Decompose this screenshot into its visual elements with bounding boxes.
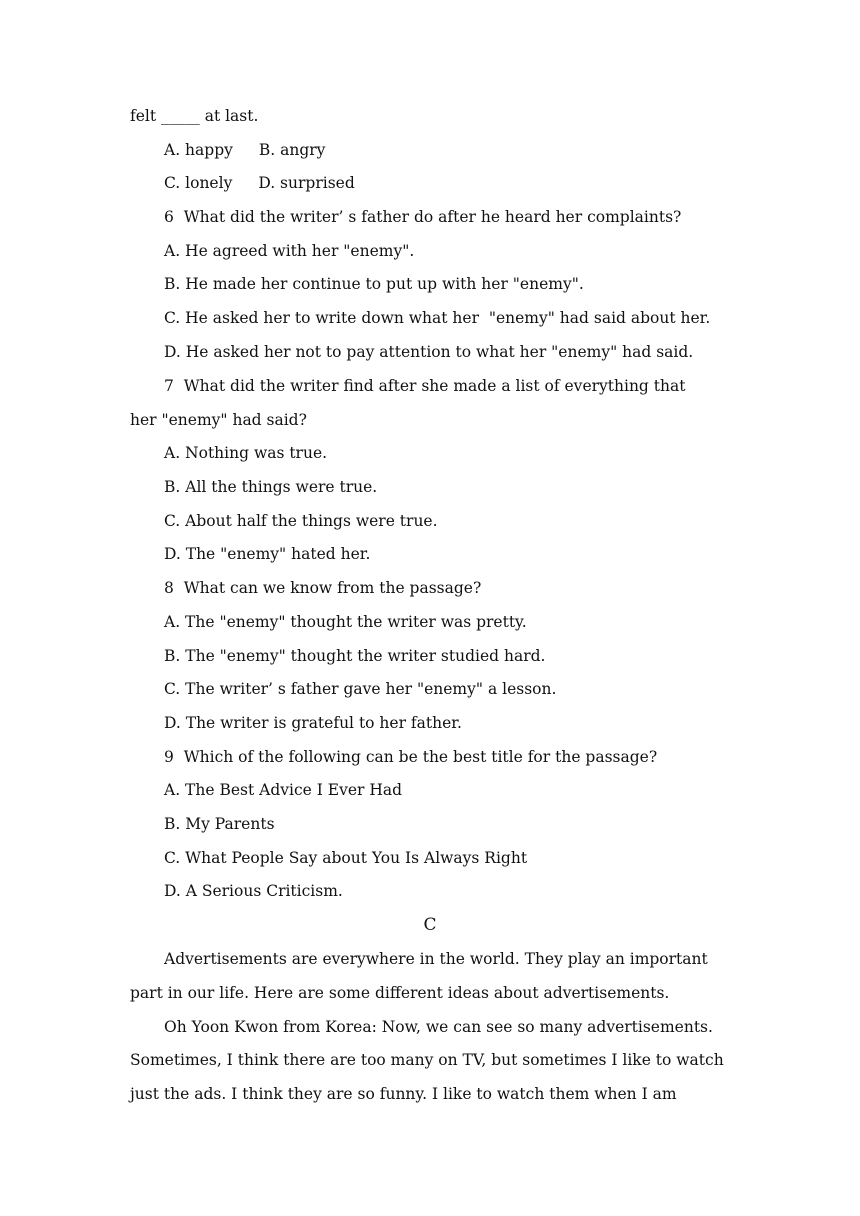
- option-c: C. lonely: [164, 174, 233, 192]
- section-heading: C: [423, 915, 437, 935]
- passage-paragraph-2-line-2: Sometimes, I think there are too many on TV, but sometimes I like to watch: [130, 1051, 724, 1069]
- question-5-stem-tail: felt _____ at last.: [130, 107, 259, 125]
- question-9-option-a: A. The Best Advice I Ever Had: [164, 781, 403, 799]
- option-a: A. happy: [164, 141, 233, 159]
- option-d: D. surprised: [258, 174, 355, 192]
- question-8-option-c: C. The writer’ s father gave her "enemy" a lesson.: [164, 680, 557, 698]
- question-7-stem-line1: 7 What did the writer find after she made a list of everything that: [164, 377, 686, 395]
- question-7-option-b: B. All the things were true.: [164, 478, 378, 496]
- passage-paragraph-2-line-1: Oh Yoon Kwon from Korea: Now, we can see so many advertisements.: [164, 1018, 713, 1036]
- question-7-stem-line2: her "enemy" had said?: [130, 411, 307, 429]
- question-5-options-cd: [164, 173, 730, 193]
- option-b: B. angry: [258, 141, 326, 159]
- question-7-option-a: A. Nothing was true.: [164, 444, 328, 462]
- question-7-option-c: C. About half the things were true.: [164, 512, 438, 530]
- question-9-stem: 9 Which of the following can be the best title for the passage?: [164, 748, 658, 766]
- question-9-option-b: B. My Parents: [164, 815, 275, 833]
- question-8-option-d: D. The writer is grateful to her father.: [164, 714, 462, 732]
- question-5-options-ab: [164, 140, 730, 160]
- passage-paragraph-1-line-2: part in our life. Here are some different ideas about advertisements.: [130, 984, 670, 1002]
- question-6-option-b: B. He made her continue to put up with her "enemy".: [164, 275, 584, 293]
- question-8-option-b: B. The "enemy" thought the writer studied hard.: [164, 647, 546, 665]
- question-8-stem: 8 What can we know from the passage?: [164, 579, 482, 597]
- question-6-option-c: C. He asked her to write down what her "enemy" had said about her.: [164, 309, 711, 327]
- passage-paragraph-1-line-1: Advertisements are everywhere in the world. They play an important: [164, 950, 708, 968]
- question-6-option-a: A. He agreed with her "enemy".: [164, 242, 415, 260]
- question-9-option-d: D. A Serious Criticism.: [164, 882, 343, 900]
- question-6-option-d: D. He asked her not to pay attention to what her "enemy" had said.: [164, 343, 694, 361]
- question-8-option-a: A. The "enemy" thought the writer was pretty.: [164, 613, 527, 631]
- question-7-option-d: D. The "enemy" hated her.: [164, 545, 371, 563]
- question-9-option-c: C. What People Say about You Is Always Right: [164, 849, 528, 867]
- question-6-stem: 6 What did the writer’ s father do after he heard her complaints?: [164, 208, 682, 226]
- passage-paragraph-2-line-3: just the ads. I think they are so funny. I like to watch them when I am: [130, 1085, 677, 1103]
